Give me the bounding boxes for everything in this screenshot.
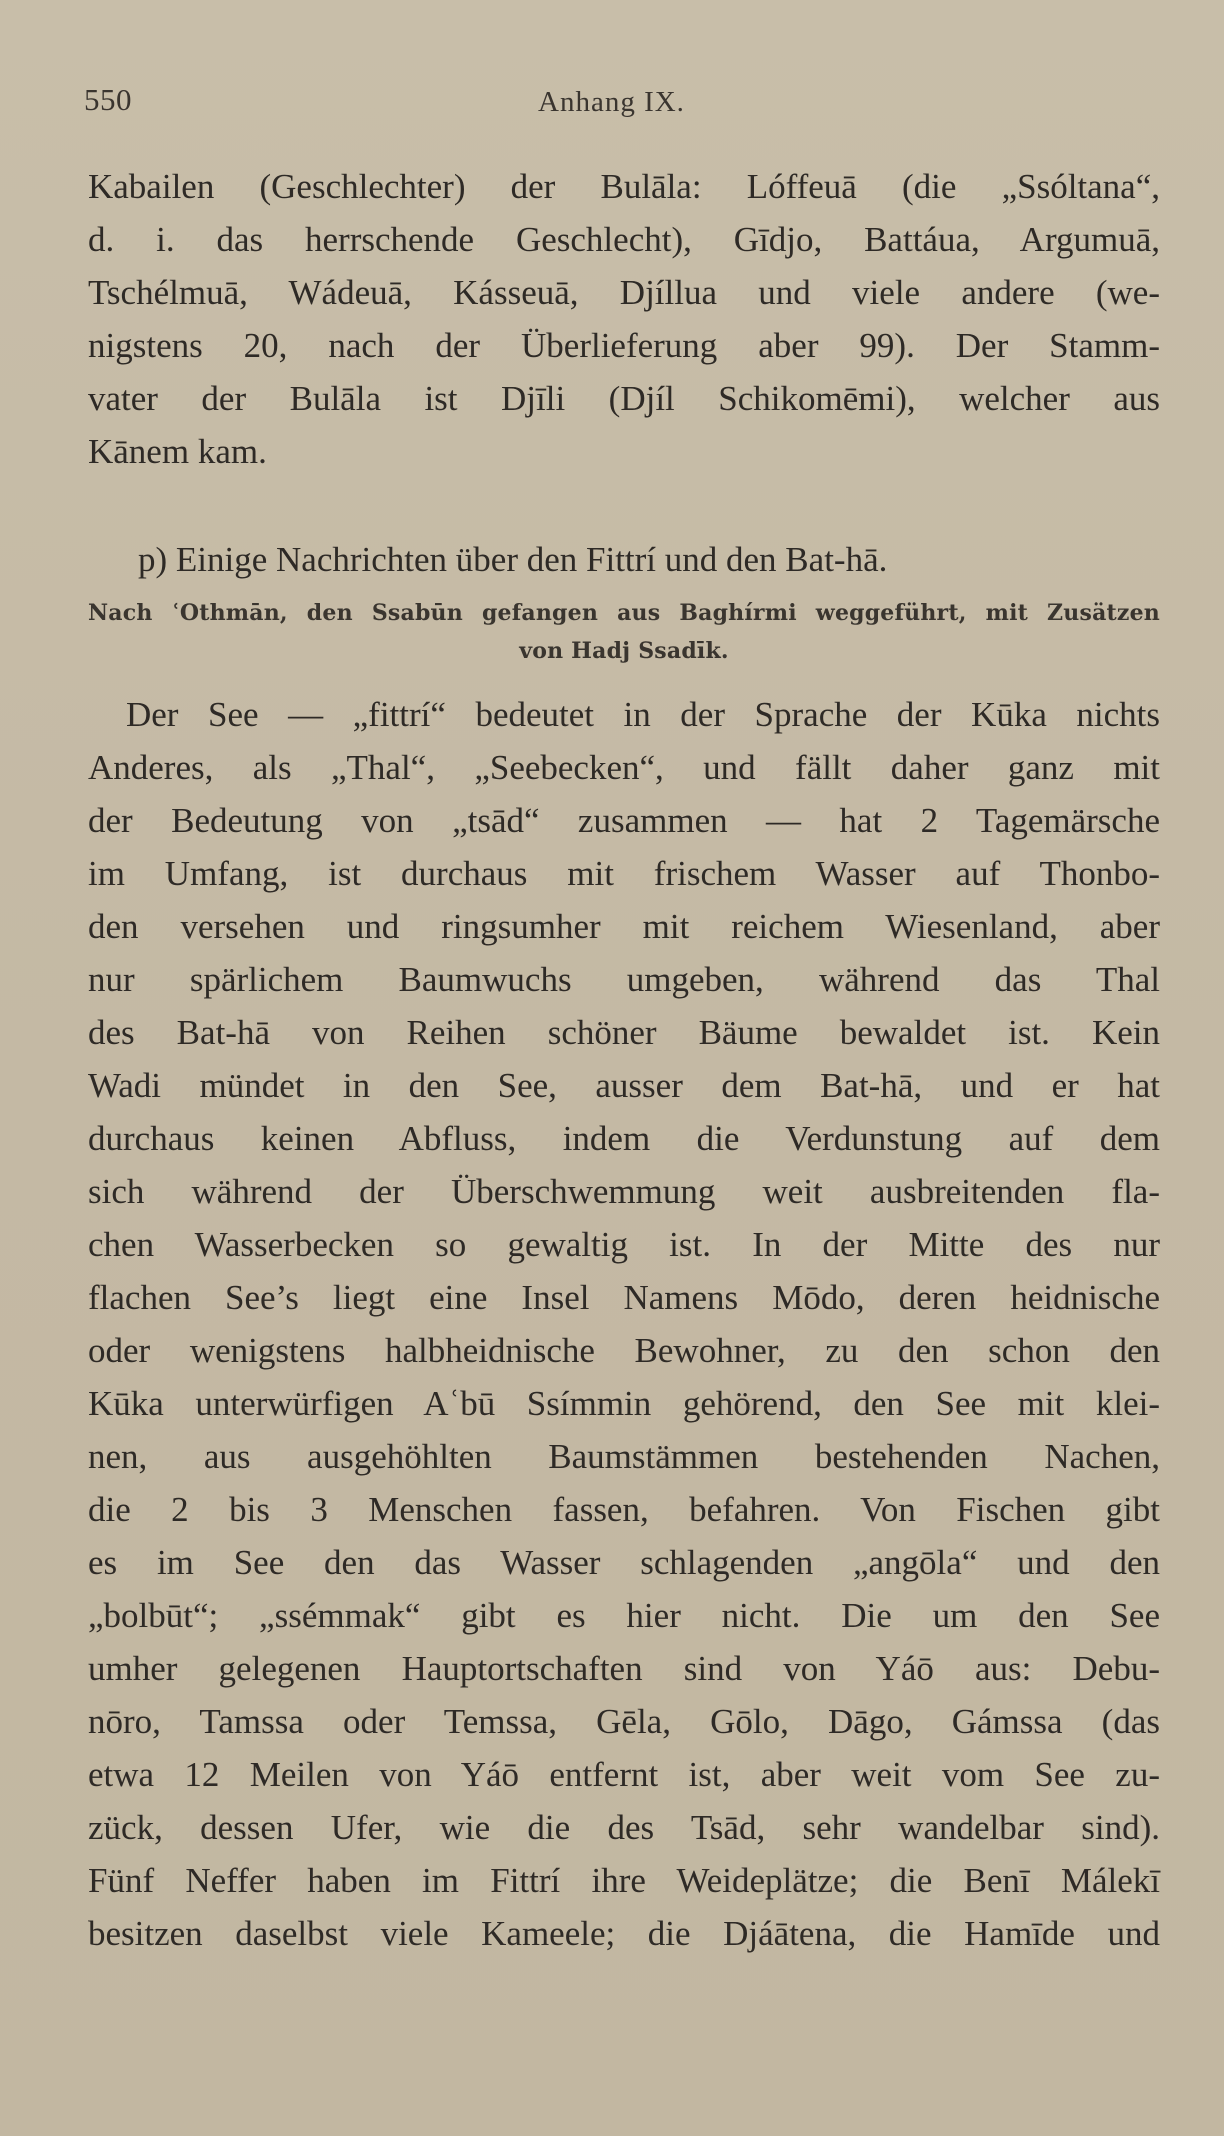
text-line: den versehen und ringsumher mit reichem Wiesenland, aber <box>88 907 1160 946</box>
text-line: d. i. das herrschende Geschlecht), Gīdjo, Battáua, Argumuā, <box>88 220 1160 259</box>
text-line: vater der Bulāla ist Djīli (Djíl Schikomēmi), welcher aus <box>88 379 1160 418</box>
text-line: durchaus keinen Abfluss, indem die Verdunstung auf dem <box>88 1119 1160 1158</box>
text-line: Wadi mündet in den See, ausser dem Bat-hā, und er hat <box>88 1066 1160 1105</box>
page-number: 550 <box>84 82 132 117</box>
text-line: Fünf Neffer haben im Fittrí ihre Weideplätze; die Benī Málekī <box>88 1861 1160 1900</box>
text-line: Kūka unterwürfigen Aʿbū Ssímmin gehörend, den See mit klei- <box>88 1384 1160 1423</box>
text-line: Anderes, als „Thal“, „Seebecken“, und fällt daher ganz mit <box>88 748 1160 787</box>
text-line: nen, aus ausgehöhlten Baumstämmen bestehenden Nachen, <box>88 1437 1160 1476</box>
text-line: besitzen daselbst viele Kameele; die Djáātena, die Hamīde und <box>88 1914 1160 1953</box>
text-line: des Bat-hā von Reihen schöner Bäume bewaldet ist. Kein <box>88 1013 1160 1052</box>
text-line: Tschélmuā, Wádeuā, Kásseuā, Djíllua und viele andere (we- <box>88 273 1160 312</box>
text-line: oder wenigstens halbheidnische Bewohner, zu den schon den <box>88 1331 1160 1370</box>
running-head: Anhang IX. <box>538 86 685 118</box>
paragraph-continued <box>88 160 1160 478</box>
text-line: etwa 12 Meilen von Yáō entfernt ist, aber weit vom See zu- <box>88 1755 1160 1794</box>
text-line: zück, dessen Ufer, wie die des Tsād, sehr wandelbar sind). <box>88 1808 1160 1847</box>
text-line: Kabailen (Geschlechter) der Bulāla: Lóffeuā (die „Ssóltana“, <box>88 167 1160 206</box>
text-line: Kānem kam. <box>88 432 267 471</box>
text-line: Der See — „fittrí“ bedeutet in der Sprache der Kūka nichts <box>126 695 1160 734</box>
source-line: Nach ʿOthmān, den Ssabūn gefangen aus Baghírmi weggeführt, mit Zusätzen <box>88 600 1160 626</box>
paragraph-main <box>88 688 1160 1960</box>
text-line: nōro, Tamssa oder Temssa, Gēla, Gōlo, Dāgo, Gámssa (das <box>88 1702 1160 1741</box>
text-line: umher gelegenen Hauptortschaften sind von Yáō aus: Debu- <box>88 1649 1160 1688</box>
section-heading: p) Einige Nachrichten über den Fittrí und den Bat-hā. <box>138 540 888 579</box>
text-line: es im See den das Wasser schlagenden „angōla“ und den <box>88 1543 1160 1582</box>
section-source-note <box>88 594 1160 670</box>
text-line: nur spärlichem Baumwuchs umgeben, während das Thal <box>88 960 1160 999</box>
text-line: im Umfang, ist durchaus mit frischem Wasser auf Thonbo- <box>88 854 1160 893</box>
text-line: flachen See’s liegt eine Insel Namens Mōdo, deren heidnische <box>88 1278 1160 1317</box>
text-line: „bolbūt“; „ssémmak“ gibt es hier nicht. Die um den See <box>88 1596 1160 1635</box>
text-line: die 2 bis 3 Menschen fassen, befahren. Von Fischen gibt <box>88 1490 1160 1529</box>
text-line: sich während der Überschwemmung weit ausbreitenden fla- <box>88 1172 1160 1211</box>
text-line: chen Wasserbecken so gewaltig ist. In der Mitte des nur <box>88 1225 1160 1264</box>
source-line: von Hadj Ssadīk. <box>519 638 729 664</box>
text-line: der Bedeutung von „tsād“ zusammen — hat 2 Tagemärsche <box>88 801 1160 840</box>
text-line: nigstens 20, nach der Überlieferung aber 99). Der Stamm- <box>88 326 1160 365</box>
